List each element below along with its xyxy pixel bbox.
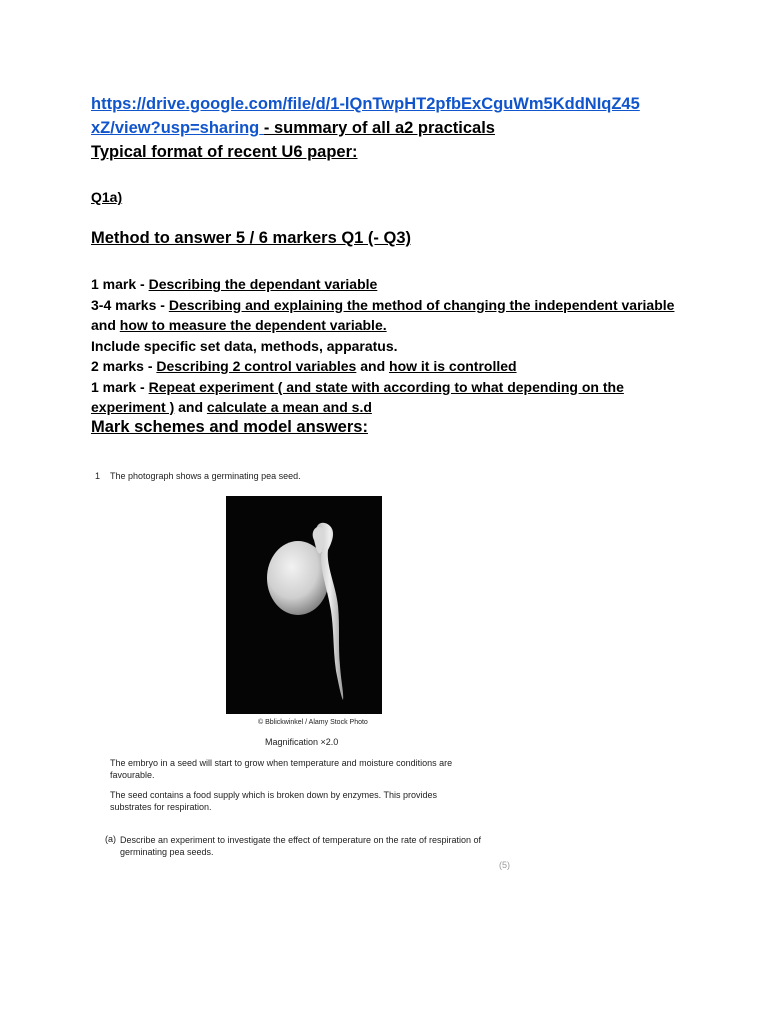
document-body <box>91 92 691 436</box>
mark-item-2: 3-4 marks - Describing and explaining the method of changing the independent variable and how to measure the dependent variable. <box>91 296 675 333</box>
part-a-question: Describe an experiment to investigate the effect of temperature on the rate of respiration of germinating pea seeds. <box>120 835 482 857</box>
pea-seed-photo <box>226 496 382 714</box>
mark-item-2-extra: Include specific set data, methods, apparatus. <box>91 337 398 354</box>
link-suffix: - summary of all a2 practicals <box>263 119 495 137</box>
method-heading: Method to answer 5 / 6 markers Q1 (- Q3) <box>91 229 412 247</box>
mark-schemes-heading: Mark schemes and model answers: <box>91 418 368 436</box>
pea-seed-illustration <box>226 496 382 714</box>
question-number: 1 <box>95 471 101 481</box>
practicals-link-line <box>91 92 691 140</box>
magnification-label: Magnification ×2.0 <box>265 737 339 747</box>
question-intro: The photograph shows a germinating pea seed. <box>110 471 301 481</box>
q1a-heading: Q1a) <box>91 189 123 205</box>
mark-item-3: 2 marks - Describing 2 control variables and how it is controlled <box>91 358 517 374</box>
marks-breakdown <box>91 274 681 418</box>
drive-link-part1[interactable]: https://drive.google.com/file/d/1-lQnTwpHT2pfbExCguWm5KddNIqZ45 <box>91 95 640 113</box>
mark-item-1: 1 mark - Describing the dependant variable <box>91 276 378 292</box>
typical-format-heading: Typical format of recent U6 paper: <box>91 143 358 161</box>
part-a-marks: (5) <box>499 860 510 870</box>
exam-paragraph-2: The seed contains a food supply which is broken down by enzymes. This provides substrates for respiration. <box>110 790 438 812</box>
photo-credit: © Bblickwinkel / Alamy Stock Photo <box>258 719 368 726</box>
part-a-label: (a) <box>105 834 116 844</box>
drive-link-part2[interactable]: xZ/view?usp=sharing <box>91 119 260 137</box>
mark-item-4: 1 mark - Repeat experiment ( and state with according to what depending on the experiment ) and calculate a mean and s.d <box>91 378 624 415</box>
exam-paragraph-1: The embryo in a seed will start to grow when temperature and moisture conditions are favourable. <box>110 758 453 780</box>
